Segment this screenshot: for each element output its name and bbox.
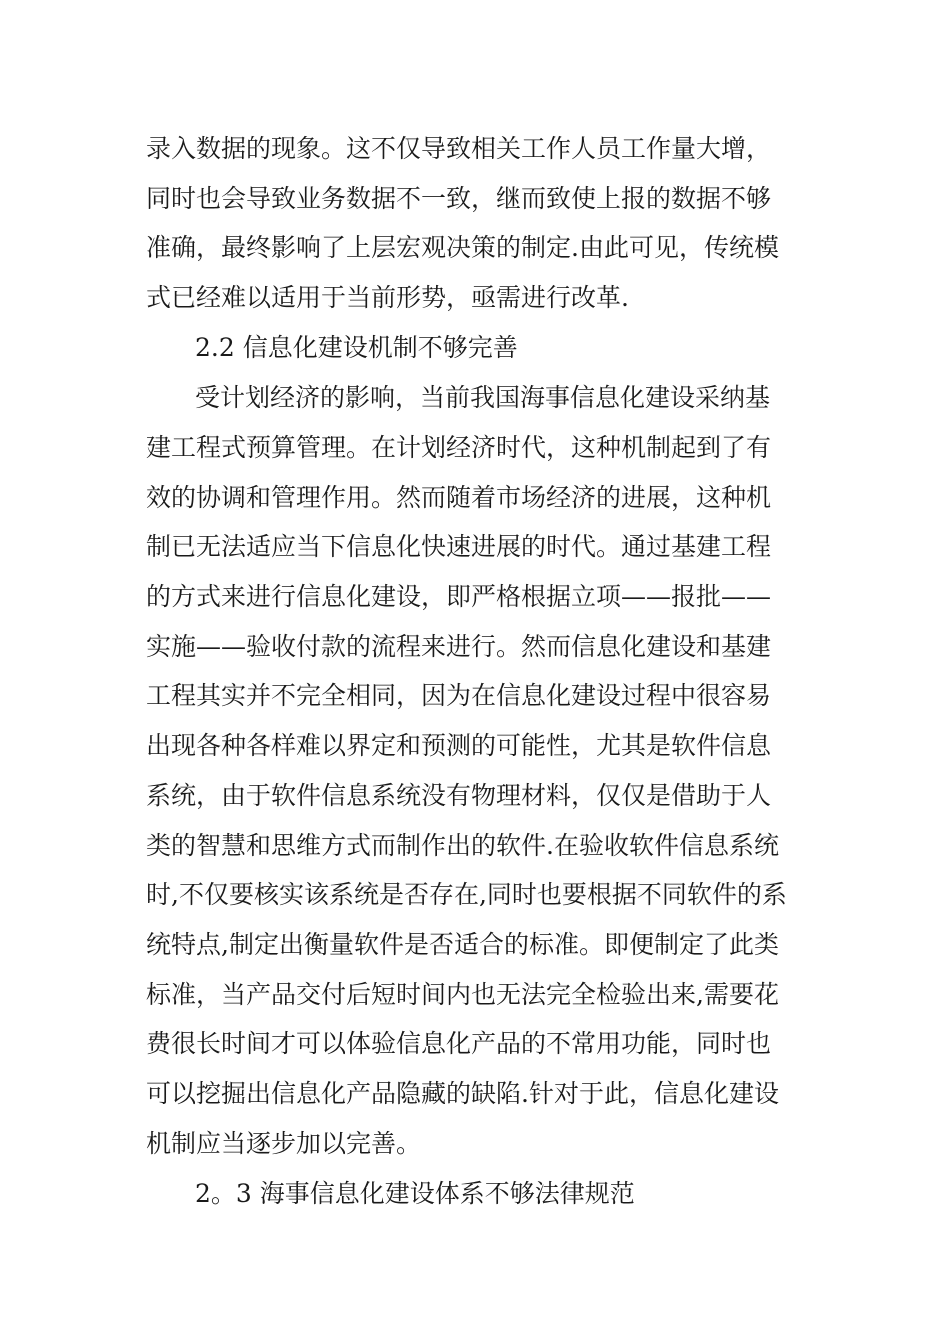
text-line: 费很长时间才可以体验信息化产品的不常用功能，同时也 [146,1029,772,1058]
text-line: 可以挖掘出信息化产品隐藏的缺陷.针对于此，信息化建设 [146,1079,779,1108]
text-line: 时,不仅要核实该系统是否存在,同时也要根据不同软件的系 [146,880,787,909]
text-line: 准确，最终影响了上层宏观决策的制定.由此可见，传统模 [146,233,779,262]
text-line: 系统，由于软件信息系统没有物理材料，仅仅是借助于人 [146,781,772,810]
text-line: 实施——验收付款的流程来进行。然而信息化建设和基建 [146,632,772,661]
text-line: 工程其实并不完全相同，因为在信息化建设过程中很容易 [146,681,772,710]
text-line: 制已无法适应当下信息化快速进展的时代。通过基建工程 [146,532,772,561]
text-line: 录入数据的现象。这不仅导致相关工作人员工作量大增， [146,134,772,163]
text-line: 效的协调和管理作用。然而随着市场经济的进展，这种机 [146,483,772,512]
section-heading: 2。3 海事信息化建设体系不够法律规范 [195,1179,635,1208]
text-line: 的方式来进行信息化建设，即严格根据立项——报批—— [146,582,772,611]
text-line: 机制应当逐步加以完善。 [146,1129,422,1158]
text-line: 标准，当产品交付后短时间内也无法完全检验出来,需要花 [146,980,779,1009]
text-line: 同时也会导致业务数据不一致，继而致使上报的数据不够 [146,184,772,213]
section-heading: 2.2 信息化建设机制不够完善 [195,333,518,362]
text-line: 出现各种各样难以界定和预测的可能性，尤其是软件信息 [146,731,772,760]
text-line: 受计划经济的影响，当前我国海事信息化建设采纳基 [195,383,771,412]
text-line: 式已经难以适用于当前形势，亟需进行改革. [146,283,629,312]
text-line: 建工程式预算管理。在计划经济时代，这种机制起到了有 [146,433,772,462]
text-line: 类的智慧和思维方式而制作出的软件.在验收软件信息系统 [146,831,779,860]
text-line: 统特点,制定出衡量软件是否适合的标准。即便制定了此类 [146,930,779,959]
